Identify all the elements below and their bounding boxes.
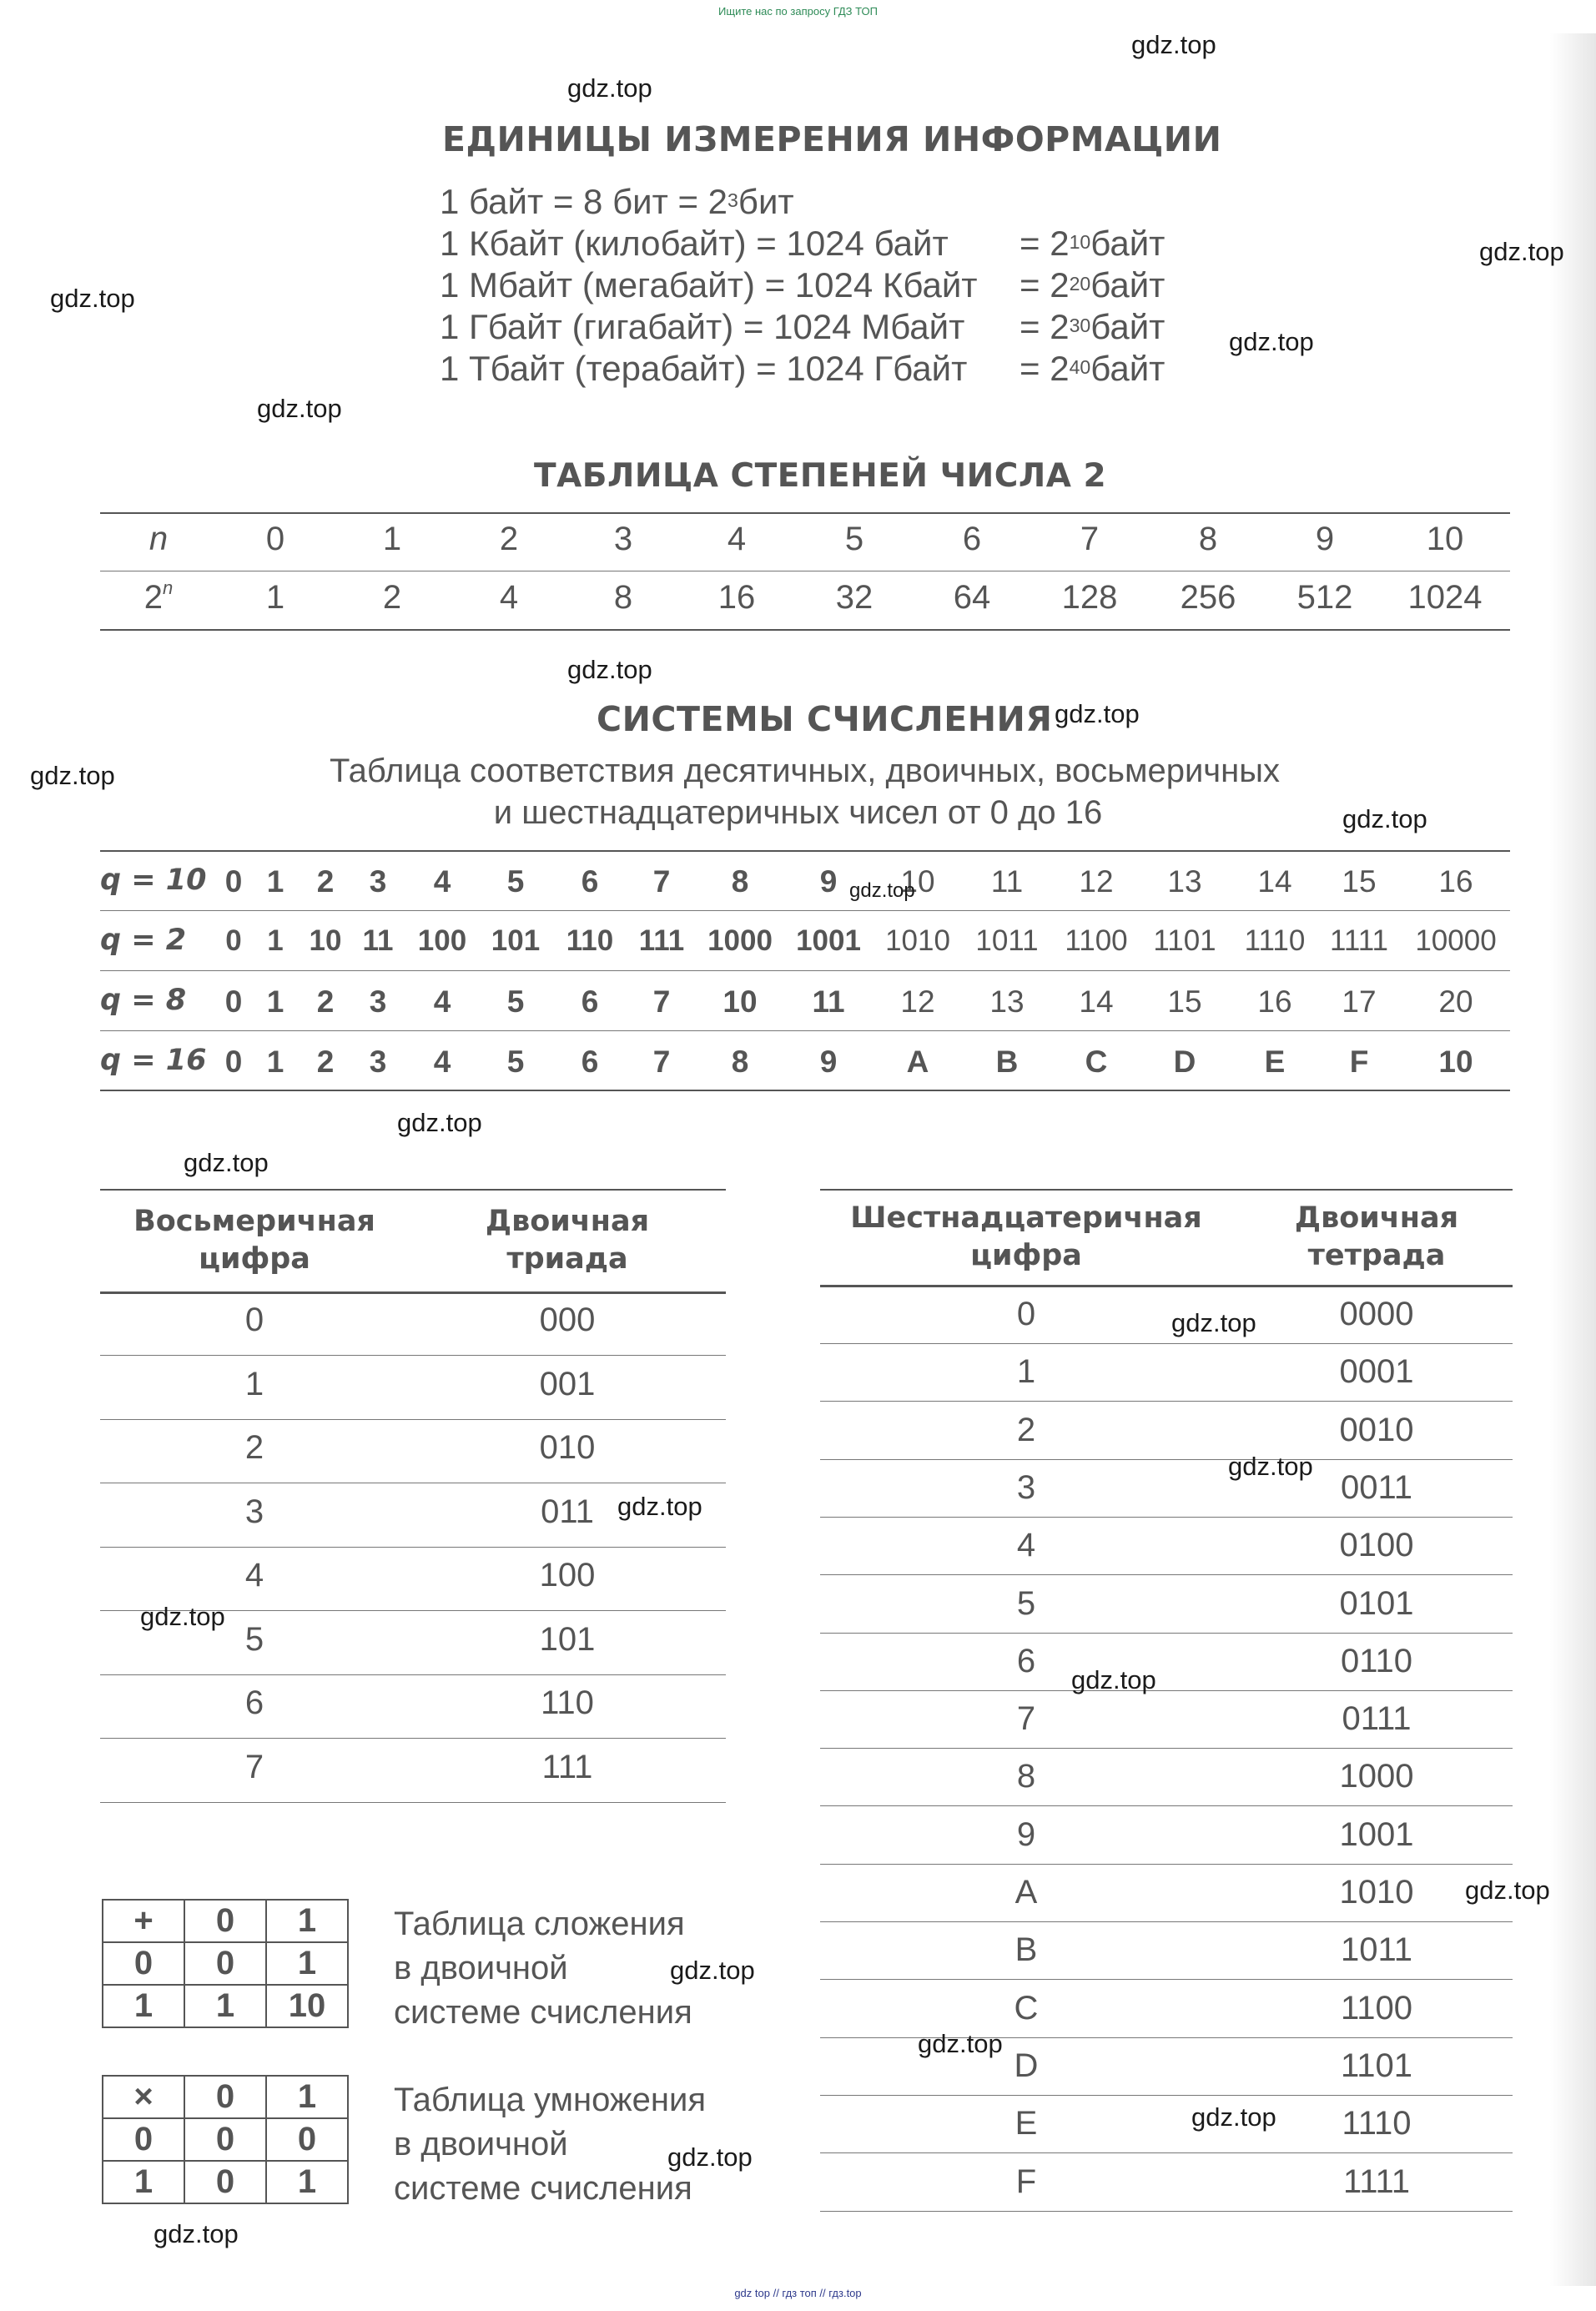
systems-cell: C <box>1085 1045 1108 1079</box>
multiplication-grid-cell: 0 <box>184 2118 266 2161</box>
units-row-exponent: 30 <box>1069 315 1091 336</box>
hex-digit: D <box>1014 2047 1039 2084</box>
watermark: gdz.top <box>567 655 652 684</box>
powers-2n-base: 2 <box>143 579 163 616</box>
octal-top-rule <box>100 1189 726 1191</box>
octal-row-rule <box>100 1355 726 1356</box>
octal-triad: 001 <box>539 1365 596 1402</box>
addition-grid-cell: 0 <box>184 1942 266 1985</box>
watermark: gdz.top <box>918 2029 1003 2058</box>
powers-n-cell: 4 <box>727 521 747 557</box>
hex-tetrad: 1100 <box>1340 1989 1412 2027</box>
systems-cell: 10000 <box>1415 924 1497 957</box>
systems-cell: 13 <box>989 984 1025 1019</box>
systems-cell: 1000 <box>707 924 773 957</box>
hex-digit: 1 <box>1016 1353 1036 1391</box>
hex-digit: 2 <box>1016 1411 1036 1448</box>
systems-cell: 8 <box>731 864 749 899</box>
octal-digit: 0 <box>244 1302 264 1338</box>
hex-tetrad: 0101 <box>1339 1584 1414 1622</box>
systems-cell: 1 <box>266 984 284 1019</box>
hex-tetrad: 1010 <box>1339 1874 1414 1911</box>
octal-row-rule <box>100 1738 726 1739</box>
systems-cell: 16 <box>1438 864 1473 899</box>
hex-row-rule <box>820 1690 1513 1691</box>
powers-n-cell: 1 <box>382 521 402 557</box>
octal-triad: 110 <box>541 1684 594 1721</box>
systems-cell: 1110 <box>1244 924 1306 957</box>
systems-cell: E <box>1264 1045 1286 1079</box>
systems-cell: 2 <box>316 1045 335 1079</box>
systems-cell: 7 <box>652 1045 671 1079</box>
powers-n-cell: 3 <box>613 521 633 557</box>
systems-cell: 3 <box>369 984 387 1019</box>
powers-value-cell: 2 <box>382 579 402 616</box>
watermark: gdz.top <box>1342 804 1427 833</box>
systems-cell: 1100 <box>1065 924 1128 957</box>
powers-value-cell: 16 <box>717 579 756 616</box>
multiplication-grid-row <box>103 2076 348 2118</box>
powers-title: ТАБЛИЦА СТЕПЕНЕЙ ЧИСЛА 2 <box>534 457 1107 495</box>
hex-row-rule <box>820 2211 1513 2212</box>
powers-value-cell: 4 <box>499 579 519 616</box>
units-row <box>440 348 1165 390</box>
watermark: gdz.top <box>1229 327 1314 356</box>
hex-top-rule <box>820 1189 1513 1191</box>
systems-cell: 2 <box>316 864 335 899</box>
octal-digit: 2 <box>244 1429 264 1466</box>
systems-cell: 20 <box>1438 984 1473 1019</box>
watermark: gdz.top <box>1071 1665 1156 1694</box>
watermark: gdz.top <box>140 1602 225 1631</box>
hex-tetrad: 1111 <box>1342 2162 1411 2200</box>
octal-digit: 5 <box>244 1620 264 1658</box>
addition-grid-cell: 1 <box>184 1985 266 2027</box>
addition-grid-cell: 0 <box>184 1900 266 1942</box>
multiplication-label: Таблица умножения в двоичной системе счисления <box>394 2082 706 2207</box>
octal-triad: 101 <box>539 1620 596 1658</box>
hex-row-rule <box>820 1805 1513 1806</box>
hex-row-rule <box>820 1574 1513 1575</box>
addition-label: Таблица сложения в двоичной системе счисления <box>394 1906 692 2031</box>
systems-cell: 10 <box>900 864 935 899</box>
hex-digit: 8 <box>1016 1758 1036 1795</box>
watermark: gdz.top <box>1228 1452 1313 1481</box>
hex-digit: B <box>1014 1931 1038 1969</box>
systems-rule <box>100 970 1510 971</box>
hex-digit: 3 <box>1016 1468 1036 1506</box>
hex-row-rule <box>820 1343 1513 1344</box>
units-row-unit: байт <box>1090 307 1166 346</box>
octal-digit: 3 <box>244 1493 264 1530</box>
multiplication-grid-row <box>103 2161 348 2203</box>
powers-n-cell: 2 <box>499 521 519 557</box>
units-row-text: 1 Мбайт (мегабайт) = 1024 Кбайт <box>440 265 978 305</box>
systems-cell: 111 <box>638 924 685 957</box>
systems-cell: 0 <box>224 1045 243 1079</box>
systems-base-label: q = 2 <box>100 924 187 957</box>
systems-cell: 7 <box>652 864 671 899</box>
addition-grid-row <box>103 1900 348 1942</box>
octal-triad: 111 <box>541 1748 593 1785</box>
systems-cell: 10 <box>1438 1045 1473 1079</box>
hex-tetrad: 1001 <box>1339 1815 1414 1853</box>
systems-cell: 12 <box>1079 864 1114 899</box>
octal-digit: 6 <box>244 1684 264 1721</box>
watermark: gdz.top <box>1479 237 1564 266</box>
systems-cell: A <box>906 1045 929 1079</box>
powers-top-rule <box>100 512 1510 514</box>
hex-row-rule <box>820 2152 1513 2153</box>
hex-tetrad: 0100 <box>1339 1527 1414 1564</box>
systems-cell: 4 <box>433 984 451 1019</box>
systems-cell: 3 <box>369 864 387 899</box>
watermark: gdz.top <box>397 1108 482 1137</box>
watermark: gdz.top <box>257 394 342 423</box>
systems-cell: D <box>1173 1045 1196 1079</box>
hex-tetrad: 0001 <box>1339 1353 1414 1391</box>
systems-cell: 14 <box>1079 984 1114 1019</box>
hex-tetrad: 0011 <box>1340 1468 1412 1506</box>
addition-grid-cell: 1 <box>266 1942 348 1985</box>
systems-cell: 0 <box>224 864 243 899</box>
octal-triad: 011 <box>541 1493 594 1530</box>
hex-row-rule <box>820 1864 1513 1865</box>
watermark: gdz.top <box>1465 1875 1550 1905</box>
units-row-text: 1 байт = 8 бит = 2 <box>440 182 728 221</box>
hex-digit: C <box>1014 1989 1039 2027</box>
octal-digit: 4 <box>244 1557 264 1594</box>
hex-tetrad: 0010 <box>1339 1411 1414 1448</box>
units-row-eq: = 2 <box>1020 265 1070 305</box>
octal-digit: 1 <box>244 1365 264 1402</box>
units-row-exponent: 20 <box>1069 273 1091 295</box>
systems-cell: 11 <box>812 984 845 1019</box>
systems-cell: 16 <box>1257 984 1292 1019</box>
hex-digit: A <box>1014 1874 1038 1911</box>
hex-digit: E <box>1014 2105 1038 2142</box>
units-row-eq: = 2 <box>1020 349 1070 388</box>
units-row-text: 1 Тбайт (терабайт) = 1024 Гбайт <box>440 349 968 388</box>
units-row <box>440 306 1165 348</box>
scan-edge-shadow <box>1550 33 1596 2286</box>
octal-digit: 7 <box>244 1748 264 1785</box>
systems-subtitle-1: Таблица соответствия десятичных, двоичных, восьмеричных <box>330 753 1280 789</box>
systems-cell: 100 <box>417 924 467 957</box>
powers-value-cell: 512 <box>1296 579 1353 616</box>
powers-2n-label <box>125 579 192 617</box>
hex-row-rule <box>820 1633 1513 1634</box>
octal-head-triad: Двоичная триада <box>485 1205 650 1276</box>
watermark: gdz.top <box>1055 699 1140 728</box>
systems-base-label: q = 10 <box>100 863 207 897</box>
systems-cell: 1111 <box>1329 924 1389 957</box>
systems-cell: 8 <box>731 1045 749 1079</box>
systems-cell: 15 <box>1342 864 1377 899</box>
systems-cell: 9 <box>819 1045 838 1079</box>
powers-bottom-rule <box>100 629 1510 631</box>
systems-cell: 4 <box>433 864 451 899</box>
hex-tetrad: 0110 <box>1340 1642 1412 1679</box>
systems-cell: 1 <box>266 1045 284 1079</box>
powers-value-cell: 128 <box>1061 579 1118 616</box>
systems-cell: B <box>995 1045 1019 1079</box>
hex-tetrad: 1000 <box>1339 1758 1414 1795</box>
powers-n-cell: 5 <box>844 521 864 557</box>
watermark: gdz.top <box>50 284 135 313</box>
octal-triad: 000 <box>539 1302 596 1338</box>
units-row <box>440 223 1165 264</box>
systems-subtitle-2: и шестнадцатеричных чисел от 0 до 16 <box>493 794 1103 831</box>
watermark: gdz.top <box>1191 2102 1276 2132</box>
powers-value-cell: 8 <box>613 579 633 616</box>
octal-row-rule <box>100 1547 726 1548</box>
multiplication-grid-cell: 0 <box>103 2118 184 2161</box>
systems-rule <box>100 850 1510 852</box>
units-row-exponent: 40 <box>1069 356 1091 378</box>
systems-cell: 5 <box>506 1045 525 1079</box>
multiplication-grid-cell: 0 <box>266 2118 348 2161</box>
multiplication-grid-cell: 1 <box>103 2161 184 2203</box>
units-title: ЕДИНИЦЫ ИЗМЕРЕНИЯ ИНФОРМАЦИИ <box>442 119 1222 159</box>
hex-digit: 7 <box>1016 1700 1036 1738</box>
units-row-unit: байт <box>1090 224 1166 263</box>
systems-cell: 10 <box>309 924 342 957</box>
systems-cell: 2 <box>316 984 335 1019</box>
units-row-exponent: 10 <box>1069 231 1091 253</box>
systems-cell: 1 <box>267 924 284 957</box>
units-row-unit: бит <box>738 182 794 221</box>
units-row-text: 1 Кбайт (килобайт) = 1024 байт <box>440 224 949 263</box>
systems-cell: 1101 <box>1153 924 1216 957</box>
multiplication-grid-cell: × <box>103 2076 184 2118</box>
hex-digit: 0 <box>1016 1296 1036 1332</box>
systems-cell: 3 <box>369 1045 387 1079</box>
systems-cell: F <box>1349 1045 1369 1079</box>
powers-n-cell: 6 <box>962 521 982 557</box>
hex-head-rule <box>820 1285 1513 1287</box>
systems-cell: 5 <box>506 864 525 899</box>
octal-triad: 010 <box>539 1429 596 1466</box>
octal-head-rule <box>100 1291 726 1294</box>
octal-triad: 100 <box>539 1557 596 1594</box>
systems-cell: 6 <box>581 1045 599 1079</box>
systems-cell: 5 <box>506 984 525 1019</box>
units-row-unit: байт <box>1090 349 1166 388</box>
powers-value-cell: 256 <box>1180 579 1236 616</box>
systems-cell: 101 <box>491 924 541 957</box>
hex-head-digit: Шестнадцатеричная цифра <box>850 1201 1202 1272</box>
multiplication-grid-row <box>103 2118 348 2161</box>
systems-rule <box>100 910 1510 911</box>
addition-grid-cell: 1 <box>103 1985 184 2027</box>
addition-grid-cell: 10 <box>266 1985 348 2027</box>
hex-tetrad: 0111 <box>1342 1700 1412 1738</box>
systems-rule <box>100 1030 1510 1031</box>
top-note: Ищите нас по запросу ГДЗ ТОП <box>718 5 878 18</box>
hex-tetrad: 1110 <box>1342 2105 1412 2142</box>
powers-value-cell: 32 <box>835 579 874 616</box>
multiplication-grid <box>102 2075 349 2204</box>
hex-digit: 9 <box>1016 1815 1036 1853</box>
units-row-eq: = 2 <box>1020 224 1070 263</box>
units-row-unit: байт <box>1090 265 1166 305</box>
addition-grid-cell: 1 <box>266 1900 348 1942</box>
systems-base-label: q = 16 <box>100 1044 207 1077</box>
watermark: gdz.top <box>1171 1308 1256 1337</box>
systems-cell: 17 <box>1342 984 1377 1019</box>
systems-cell: 15 <box>1167 984 1202 1019</box>
units-row <box>440 264 1165 306</box>
systems-cell: 1011 <box>975 924 1039 957</box>
watermark: gdz.top <box>617 1492 702 1521</box>
systems-cell: 14 <box>1257 864 1292 899</box>
watermark: gdz.top <box>154 2219 239 2248</box>
systems-cell: 10 <box>722 984 758 1019</box>
octal-row-rule <box>100 1674 726 1675</box>
watermark: gdz.top <box>670 1956 755 1985</box>
powers-value-cell: 1 <box>265 579 285 616</box>
hex-row-rule <box>820 1979 1513 1980</box>
systems-cell: 110 <box>566 924 614 957</box>
multiplication-grid-cell: 1 <box>266 2076 348 2118</box>
hex-digit: 4 <box>1016 1527 1036 1564</box>
systems-cell: 6 <box>581 984 599 1019</box>
octal-row-rule <box>100 1419 726 1420</box>
powers-n-cell: 10 <box>1426 521 1464 557</box>
units-row-exponent: 3 <box>728 189 738 211</box>
systems-cell: 11 <box>362 924 394 957</box>
watermark: gdz.top <box>30 761 115 790</box>
hex-tetrad: 0000 <box>1339 1296 1414 1332</box>
watermark: gdz.top <box>567 73 652 103</box>
octal-row-rule <box>100 1802 726 1803</box>
systems-cell: 1001 <box>796 924 861 957</box>
hex-row-rule <box>820 1748 1513 1749</box>
watermark: gdz.top <box>184 1148 269 1177</box>
addition-grid-cell: + <box>103 1900 184 1942</box>
units-row <box>440 181 1165 223</box>
addition-grid-row <box>103 1985 348 2027</box>
systems-cell: 6 <box>581 864 599 899</box>
hex-tetrad: 1011 <box>1340 1931 1412 1969</box>
hex-row-rule <box>820 1401 1513 1402</box>
multiplication-grid-cell: 0 <box>184 2161 266 2203</box>
units-list <box>440 181 1165 390</box>
powers-n-cell: 0 <box>265 521 285 557</box>
systems-cell: 7 <box>652 984 671 1019</box>
watermark: gdz.top <box>849 879 915 902</box>
watermark: gdz.top <box>667 2142 753 2172</box>
multiplication-grid-cell: 0 <box>184 2076 266 2118</box>
hex-row-rule <box>820 2095 1513 2096</box>
systems-cell: 0 <box>225 924 242 957</box>
hex-digit: F <box>1015 2162 1037 2200</box>
bottom-note: gdz top // гдз топ // гдз.top <box>734 2287 862 2299</box>
powers-n-cell: 9 <box>1315 521 1335 557</box>
powers-2n-exp: n <box>163 577 174 598</box>
hex-row-rule <box>820 1517 1513 1518</box>
hex-digit: 5 <box>1016 1584 1036 1622</box>
powers-n-label: n <box>149 521 169 557</box>
systems-cell: 1010 <box>885 924 950 957</box>
hex-row-rule <box>820 1921 1513 1922</box>
hex-tetrad: 1101 <box>1340 2047 1412 2084</box>
hex-digit: 6 <box>1016 1642 1036 1679</box>
powers-value-cell: 64 <box>953 579 991 616</box>
multiplication-grid-cell: 1 <box>266 2161 348 2203</box>
addition-grid-row <box>103 1942 348 1985</box>
powers-n-cell: 8 <box>1198 521 1218 557</box>
systems-title: СИСТЕМЫ СЧИСЛЕНИЯ <box>597 699 1053 739</box>
powers-n-cell: 7 <box>1080 521 1100 557</box>
systems-cell: 13 <box>1167 864 1202 899</box>
systems-cell: 11 <box>990 864 1024 899</box>
hex-head-tetrad: Двоичная тетрада <box>1294 1201 1459 1272</box>
systems-cell: 1 <box>266 864 284 899</box>
systems-cell: 4 <box>433 1045 451 1079</box>
units-row-text: 1 Гбайт (гигабайт) = 1024 Мбайт <box>440 307 965 346</box>
systems-cell: 12 <box>900 984 935 1019</box>
units-row-eq: = 2 <box>1020 307 1070 346</box>
watermark: gdz.top <box>1131 30 1216 59</box>
hex-row-rule <box>820 1459 1513 1460</box>
addition-grid <box>102 1899 349 2028</box>
systems-rule <box>100 1090 1510 1091</box>
systems-cell: 0 <box>224 984 243 1019</box>
addition-grid-cell: 0 <box>103 1942 184 1985</box>
octal-head-digit: Восьмеричная цифра <box>133 1205 375 1276</box>
systems-cell: 9 <box>819 864 838 899</box>
systems-base-label: q = 8 <box>100 984 187 1017</box>
powers-value-cell: 1024 <box>1407 579 1483 616</box>
